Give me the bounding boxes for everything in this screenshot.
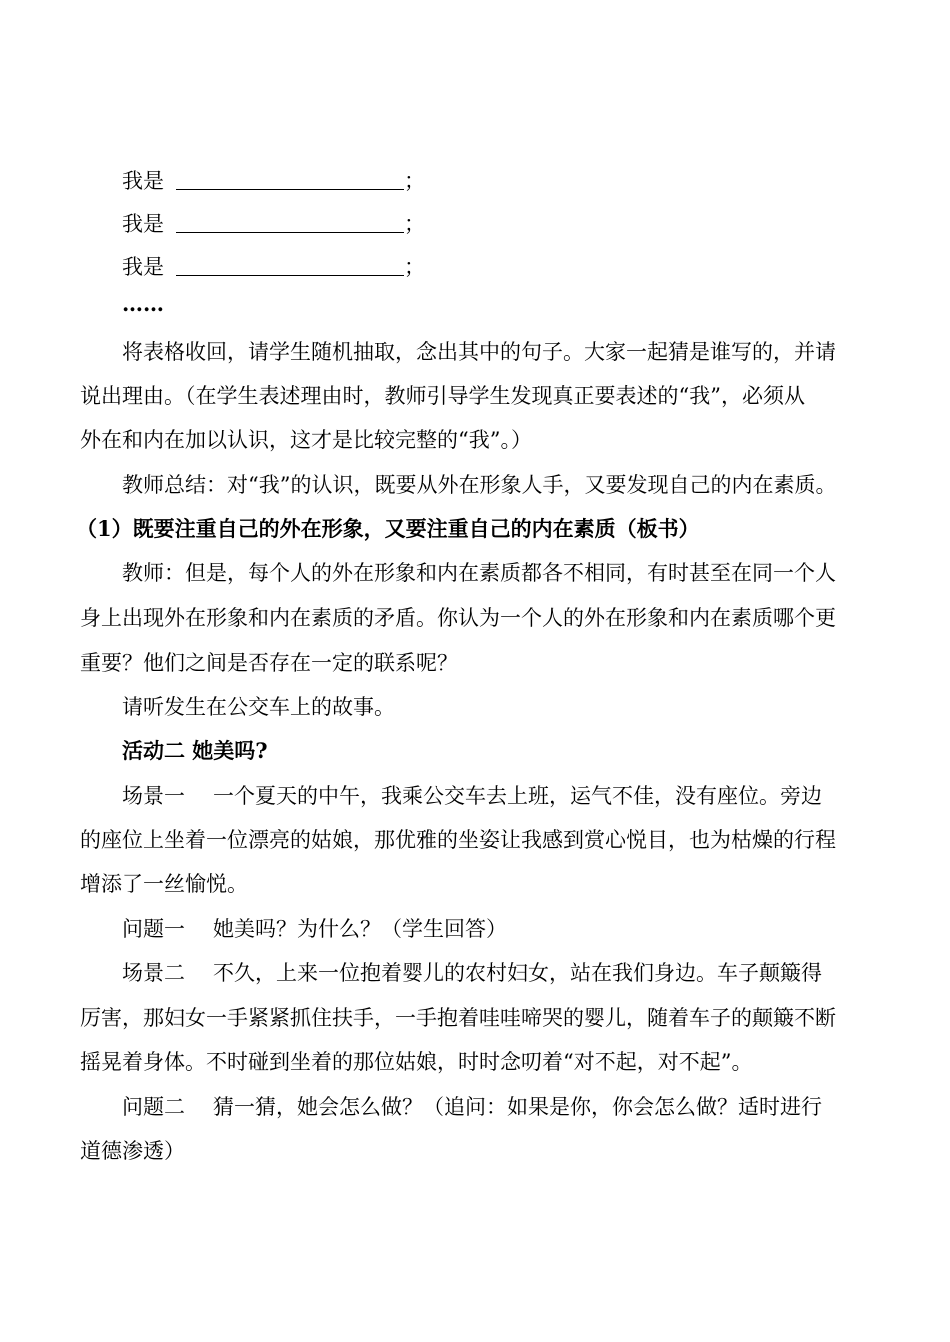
ellipsis: …… bbox=[122, 291, 164, 316]
blank-line bbox=[176, 212, 404, 233]
paragraph-line: 的座位上坐着一位漂亮的姑娘，那优雅的坐姿让我感到赏心悦目，也为枯燥的行程 bbox=[80, 828, 836, 852]
paragraph-line: 外在和内在加以认识，这才是比较完整的“我”。） bbox=[80, 428, 532, 452]
paragraph-line: 教师总结：对“我”的认识，既要从外在形象人手，又要发现自己的内在素质。 bbox=[122, 473, 837, 497]
blank-line bbox=[176, 169, 404, 190]
fill-suffix: ； bbox=[404, 169, 425, 193]
fill-line-1 bbox=[122, 166, 425, 196]
question-label: 问题二 bbox=[122, 1095, 185, 1119]
paragraph-line: 教师：但是，每个人的外在形象和内在素质都各不相同，有时甚至在同一个人 bbox=[122, 561, 836, 585]
paragraph-line: 增添了一丝愉悦。 bbox=[80, 872, 248, 896]
scene-2-line bbox=[122, 958, 822, 988]
fill-suffix: ； bbox=[404, 212, 425, 236]
fill-line-2 bbox=[122, 209, 425, 239]
question-text: 她美吗？为什么？（学生回答） bbox=[213, 917, 507, 941]
paragraph-line: 厉害，那妇女一手紧紧抓住扶手，一手抱着哇哇啼哭的婴儿，随着车子的颠簸不断 bbox=[80, 1006, 836, 1030]
question-text: 猜一猜，她会怎么做？（追问：如果是你，你会怎么做？适时进行 bbox=[213, 1095, 822, 1119]
paragraph-line: 说出理由。（在学生表述理由时，教师引导学生发现真正要表述的“我”，必须从 bbox=[80, 384, 805, 408]
fill-suffix: ； bbox=[404, 255, 425, 279]
paragraph-line: 将表格收回，请学生随机抽取，念出其中的句子。大家一起猜是谁写的，并请 bbox=[122, 340, 836, 364]
fill-prefix: 我是 bbox=[122, 169, 164, 193]
blank-line bbox=[176, 255, 404, 276]
paragraph-line: 身上出现外在形象和内在素质的矛盾。你认为一个人的外在形象和内在素质哪个更 bbox=[80, 606, 836, 630]
paragraph-line: 重要？他们之间是否存在一定的联系呢？ bbox=[80, 651, 458, 675]
paragraph-line: 摇晃着身体。不时碰到坐着的那位姑娘，时时念叨着“对不起，对不起”。 bbox=[80, 1050, 753, 1074]
scene-1-line bbox=[122, 781, 822, 811]
scene-label: 场景二 bbox=[122, 961, 185, 985]
fill-prefix: 我是 bbox=[122, 212, 164, 236]
paragraph-line: 请听发生在公交车上的故事。 bbox=[122, 695, 395, 719]
question-2-line bbox=[122, 1092, 822, 1122]
scene-text: 不久，上来一位抱着婴儿的农村妇女，站在我们身边。车子颠簸得 bbox=[213, 961, 822, 985]
fill-prefix: 我是 bbox=[122, 255, 164, 279]
scene-label: 场景一 bbox=[122, 784, 185, 808]
paragraph-line: 道德渗透） bbox=[80, 1139, 185, 1163]
question-label: 问题一 bbox=[122, 917, 185, 941]
scene-text: 一个夏天的中午，我乘公交车去上班，运气不佳，没有座位。旁边 bbox=[213, 784, 822, 808]
activity-heading: 活动二 她美吗? bbox=[122, 738, 268, 763]
question-1-line bbox=[122, 914, 507, 944]
section-heading: （1）既要注重自己的外在形象，又要注重自己的内在素质（板书） bbox=[76, 516, 700, 541]
fill-line-3 bbox=[122, 252, 425, 282]
